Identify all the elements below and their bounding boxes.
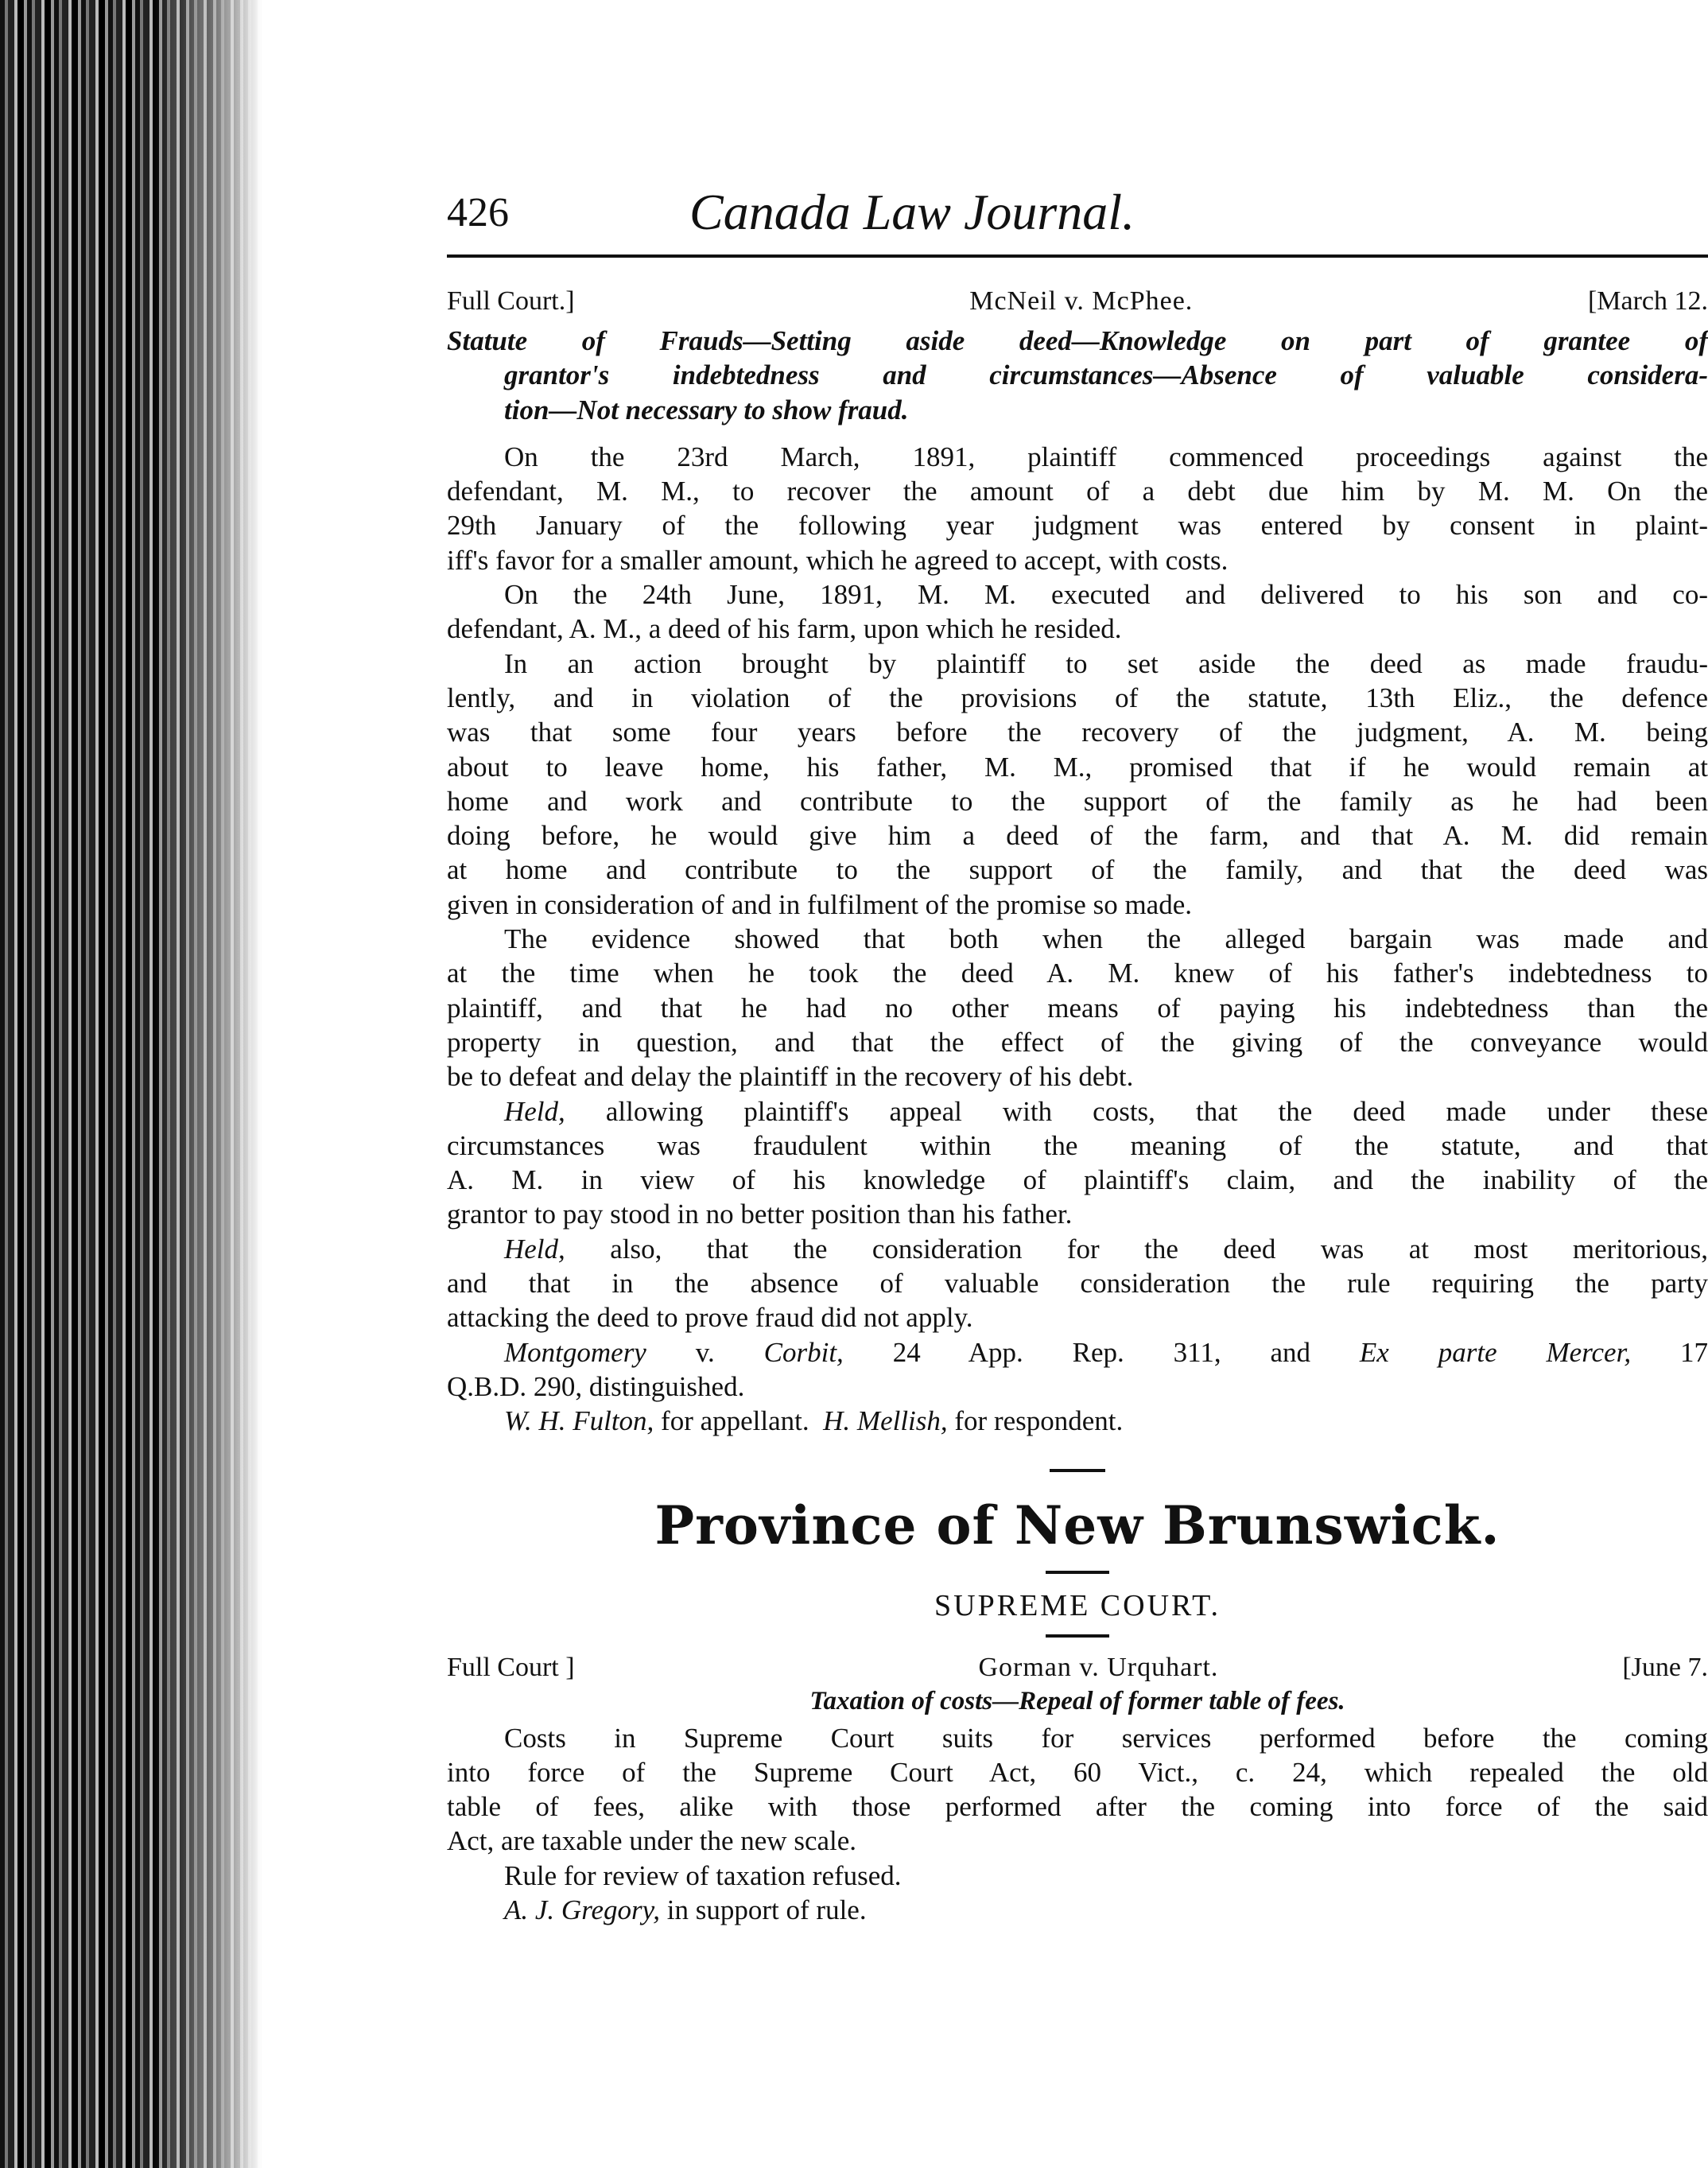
text-line: be to defeat and delay the plaintiff in the recovery of his debt. <box>447 1061 1134 1093</box>
headnote-line: tion—Not necessary to show fraud. <box>504 394 909 425</box>
text-span: in support of rule. <box>660 1894 867 1925</box>
paragraph <box>447 647 1708 922</box>
text-line: given in consideration of and in fulfilment of the promise so made. <box>447 888 1193 920</box>
text-line: On the 23rd March, 1891, plaintiff commenced proceedings against the <box>504 441 1708 472</box>
journal-title: Canada Law Journal. <box>689 184 1135 240</box>
counsel-line <box>447 1893 1708 1927</box>
text-line: The evidence showed that both when the alleged bargain was made and <box>504 923 1708 955</box>
text-line: A. M. in view of his knowledge of plaintiff's claim, and the inability of the <box>447 1164 1708 1196</box>
header-rule <box>447 254 1708 258</box>
paragraph <box>447 1721 1708 1859</box>
text-line: grantor to pay stood in no better position than his father. <box>447 1199 1073 1230</box>
book-binding-edge <box>0 0 262 2168</box>
court-heading: SUPREME COURT. <box>934 1588 1221 1622</box>
text-span: allowing plaintiff's appeal with costs, that the deed made under these <box>565 1095 1708 1127</box>
headnote <box>447 324 1708 427</box>
case-name: Montgomery <box>504 1336 646 1368</box>
text-span: for appellant. <box>654 1405 809 1437</box>
text-line <box>447 1232 1708 1266</box>
case-title: Gorman v. Urquhart. <box>978 1652 1219 1682</box>
counsel-line <box>447 1404 1708 1438</box>
case-date: [March 12. <box>1587 286 1708 316</box>
text-line: defendant, A. M., a deed of his farm, upon which he resided. <box>447 613 1122 645</box>
cases-cited <box>447 1335 1708 1405</box>
counsel-name: W. H. Fulton, <box>504 1405 654 1437</box>
case-heading <box>447 282 1708 321</box>
text-span: v. <box>646 1336 764 1368</box>
held-label: Held, <box>504 1233 565 1265</box>
case-name: Ex parte Mercer, <box>1359 1336 1632 1368</box>
page-body <box>447 282 1708 1927</box>
headnote-line: Statute of Frauds—Setting aside deed—Knowledge on part of grantee of <box>447 325 1708 356</box>
text-line: In an action brought by plaintiff to set aside the deed as made fraudu- <box>504 647 1708 679</box>
text-line: circumstances was fraudulent within the meaning of the statute, and that <box>447 1129 1708 1161</box>
held-label: Held, <box>504 1095 565 1127</box>
text-line: iff's favor for a smaller amount, which he agreed to accept, with costs. <box>447 544 1229 576</box>
headnote-line: grantor's indebtedness and circumstances—Absence of valuable considera- <box>504 359 1708 391</box>
text-line: 29th January of the following year judgment was entered by consent in plaint- <box>447 510 1708 542</box>
text-line: home and work and contribute to the support of the family as he had been <box>447 785 1708 817</box>
page-number: 426 <box>447 190 509 235</box>
text-line: table of fees, alike with those performed after the coming into force of the said <box>447 1791 1708 1823</box>
text-line: property in question, and that the effect of the giving of the conveyance would <box>447 1026 1708 1058</box>
province-heading: Province of New Brunswick. <box>654 1494 1500 1556</box>
court-label: Full Court ] <box>447 1652 575 1682</box>
court-label: Full Court.] <box>447 286 575 316</box>
paragraph <box>447 440 1708 577</box>
text-line: Costs in Supreme Court suits for services performed before the coming <box>504 1722 1708 1754</box>
text-span: for respondent. <box>947 1405 1124 1437</box>
text-span: 17 <box>1631 1336 1708 1368</box>
paragraph <box>447 922 1708 1094</box>
counsel-name: A. J. Gregory, <box>504 1894 661 1925</box>
text-span: also, that the consideration for the deed was at most meritorious, <box>565 1233 1708 1265</box>
text-line: On the 24th June, 1891, M. M. executed and delivered to his son and co- <box>504 579 1708 611</box>
headnote: Taxation of costs—Repeal of former table of fees. <box>809 1686 1345 1715</box>
paragraph <box>447 577 1708 647</box>
text-line <box>447 1094 1708 1129</box>
text-line: and that in the absence of valuable consideration the rule requiring the party <box>447 1268 1708 1300</box>
case-heading <box>447 1649 1708 1687</box>
page-header <box>447 184 1708 253</box>
text-line: lently, and in violation of the provisions of the statute, 13th Eliz., the defence <box>447 682 1708 713</box>
case-date: [June 7. <box>1622 1652 1708 1682</box>
text-line: at the time when he took the deed A. M. knew of his father's indebtedness to <box>447 958 1708 989</box>
text-span: 24 App. Rep. 311, and <box>843 1336 1360 1368</box>
held-paragraph <box>447 1094 1708 1232</box>
journal-page <box>262 0 1708 2168</box>
text-line: defendant, M. M., to recover the amount of a debt due him by M. M. On the <box>447 476 1708 507</box>
text-line: Q.B.D. 290, distinguished. <box>447 1370 745 1402</box>
text-line: was that some four years before the recovery of the judgment, A. M. being <box>447 717 1708 748</box>
text-line: plaintiff, and that he had no other means of paying his indebtedness than the <box>447 992 1708 1024</box>
case-name: Corbit, <box>763 1336 844 1368</box>
text-line: Act, are taxable under the new scale. <box>447 1825 857 1857</box>
ruling: Rule for review of taxation refused. <box>504 1859 902 1891</box>
text-line: about to leave home, his father, M. M., promised that if he would remain at <box>447 751 1708 783</box>
counsel-name: H. Mellish, <box>823 1405 948 1437</box>
case-title: McNeil v. McPhee. <box>969 286 1194 316</box>
text-line: into force of the Supreme Court Act, 60 Vict., c. 24, which repealed the old <box>447 1756 1708 1788</box>
text-line <box>447 1335 1708 1370</box>
text-line: at home and contribute to the support of the family, and that the deed was <box>447 854 1708 886</box>
text-line: attacking the deed to prove fraud did not apply. <box>447 1302 973 1334</box>
held-paragraph <box>447 1232 1708 1335</box>
text-line: doing before, he would give him a deed of the farm, and that A. M. did remain <box>447 820 1708 852</box>
